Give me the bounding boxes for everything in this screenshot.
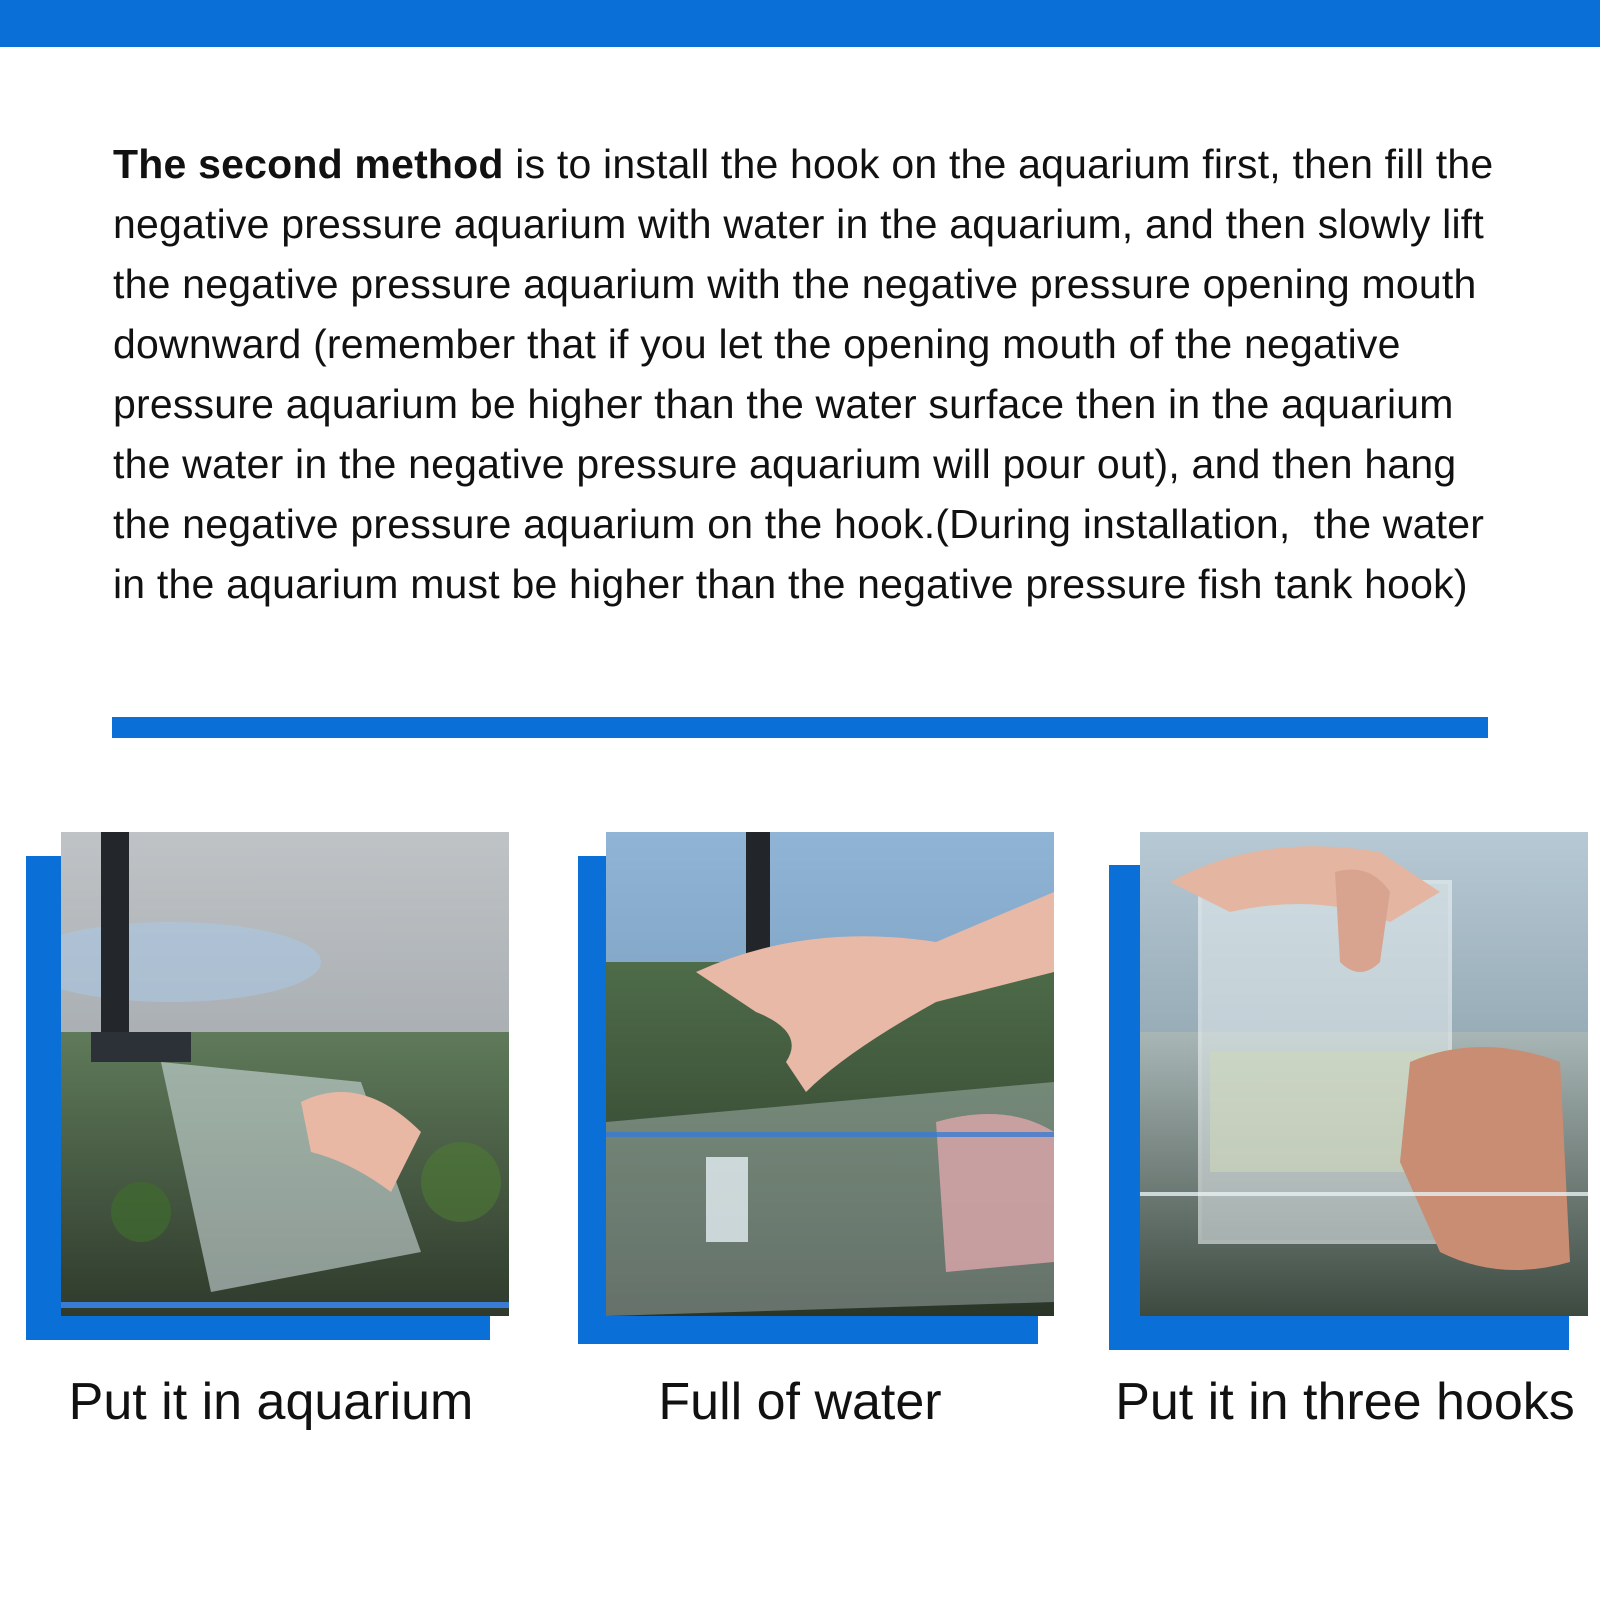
step-1-photo [61,832,509,1316]
instruction-paragraph [113,134,1503,614]
top-accent-bar [0,0,1600,47]
step-1-caption: Put it in aquarium [68,1373,474,1431]
step-2-caption: Full of water [658,1373,942,1431]
step-2-photo [606,832,1054,1316]
step-3-caption: Put it in three hooks [1115,1373,1575,1431]
section-divider [112,717,1488,738]
step-3-photo [1140,832,1588,1316]
instruction-lead: The second method [113,141,504,187]
instruction-body: is to install the hook on the aquarium first, then fill the negative pressure aquarium with water in the aquarium, and then slowly lift the negative pressure aquarium with the negative pressure opening mouth downward (remember that if you let the opening mouth of the negative pressure aquarium be higher than the water surface then in the aquarium the water in the negative pressure aquarium will pour out), and then hang the negative pressure aquarium on the hook.(During installation, the water in the aquarium must be higher than the negative pressure fish tank hook) [113,141,1494,607]
